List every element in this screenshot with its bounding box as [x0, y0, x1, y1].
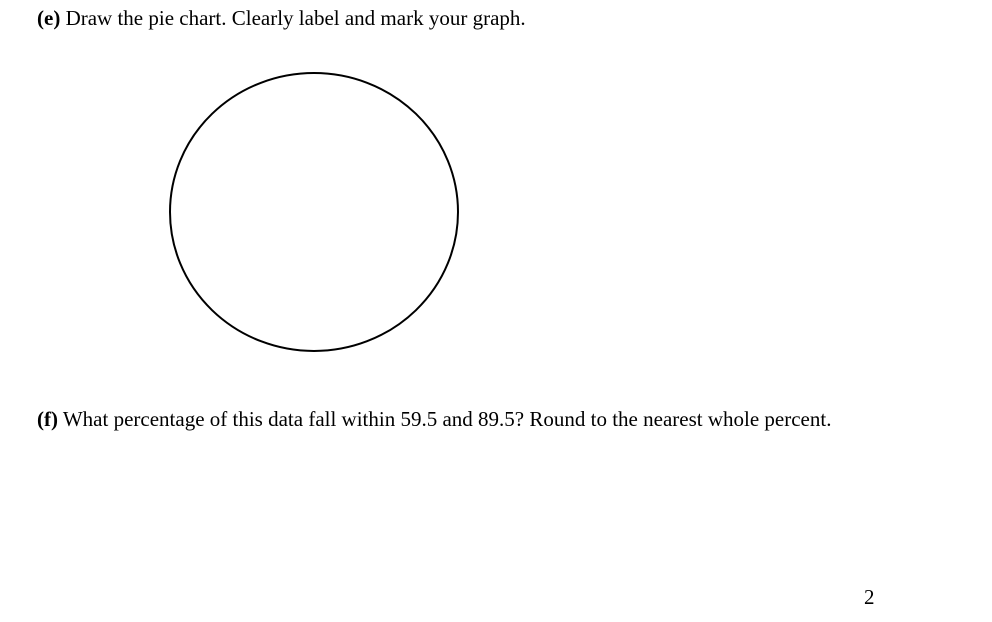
- question-e: [37, 5, 526, 32]
- question-f-label: (f): [37, 407, 58, 431]
- pie-outline: [170, 73, 458, 351]
- blank-pie-chart-circle: [168, 71, 460, 353]
- page-number: 2: [864, 585, 875, 609]
- question-f: [37, 406, 857, 433]
- question-e-label: (e): [37, 6, 61, 30]
- question-f-text: What percentage of this data fall within 59.5 and 89.5? Round to the nearest whole percent.: [62, 407, 832, 431]
- question-e-text: Draw the pie chart. Clearly label and mark your graph.: [65, 6, 526, 30]
